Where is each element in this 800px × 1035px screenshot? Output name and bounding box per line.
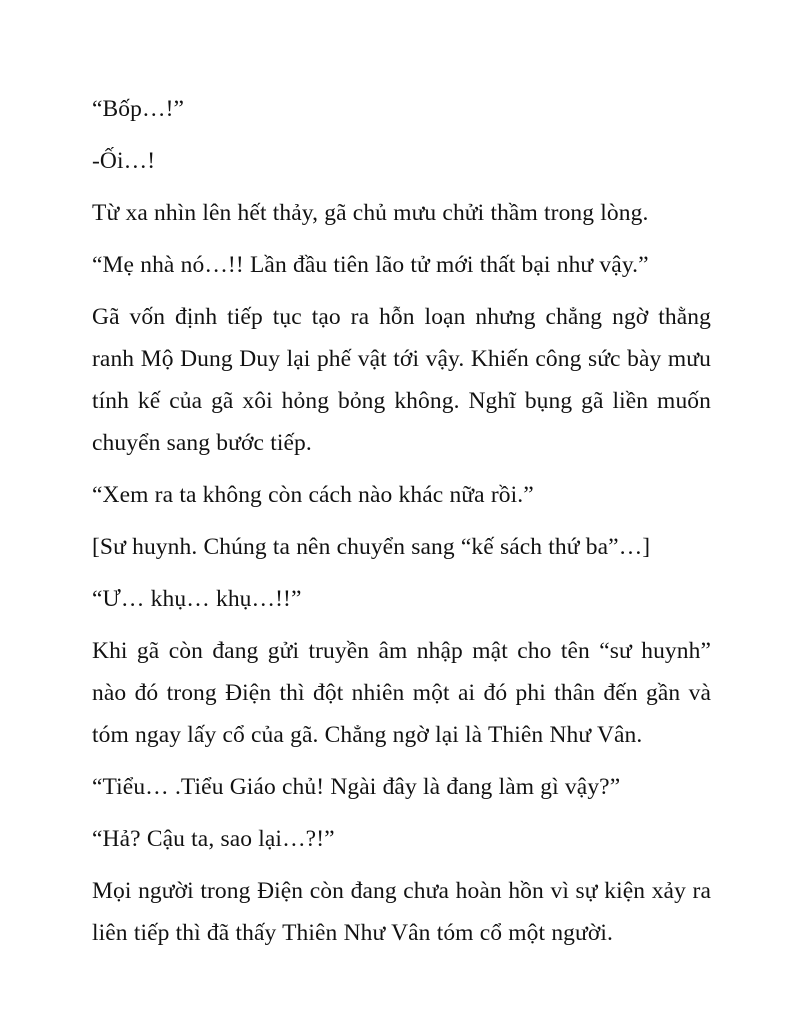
paragraph: Mọi người trong Điện còn đang chưa hoàn hồn vì sự kiện xảy ra liên tiếp thì đã thấy Thiên Như Vân tóm cổ một người. <box>92 878 711 946</box>
paragraph: [Sư huynh. Chúng ta nên chuyển sang “kế sách thứ ba”…] <box>92 534 651 560</box>
paragraph: “Mẹ nhà nó…!! Lần đầu tiên lão tử mới thất bại như vậy.” <box>92 252 649 278</box>
text-column <box>92 88 711 954</box>
paragraph: Gã vốn định tiếp tục tạo ra hỗn loạn nhưng chẳng ngờ thằng ranh Mộ Dung Duy lại phế vật tới vậy. Khiến công sức bày mưu tính kế của gã xôi hỏng bỏng không. Nghĩ bụng gã liền muốn chuyển sang bước tiếp. <box>92 304 711 456</box>
paragraph: “Hả? Cậu ta, sao lại…?!” <box>92 826 335 852</box>
paragraph: “Ư… khụ… khụ…!!” <box>92 586 302 612</box>
paragraph: “Tiểu… .Tiểu Giáo chủ! Ngài đây là đang làm gì vậy?” <box>92 774 621 800</box>
paragraph: Khi gã còn đang gửi truyền âm nhập mật cho tên “sư huynh” nào đó trong Điện thì đột nhiên một ai đó phi thân đến gần và tóm ngay lấy cổ của gã. Chẳng ngờ lại là Thiên Như Vân. <box>92 638 711 748</box>
paragraph: “Bốp…!” <box>92 96 185 122</box>
paragraph: Từ xa nhìn lên hết thảy, gã chủ mưu chửi thầm trong lòng. <box>92 200 649 226</box>
paragraph: “Xem ra ta không còn cách nào khác nữa rồi.” <box>92 482 534 508</box>
paragraph: -Ối…! <box>92 148 156 174</box>
